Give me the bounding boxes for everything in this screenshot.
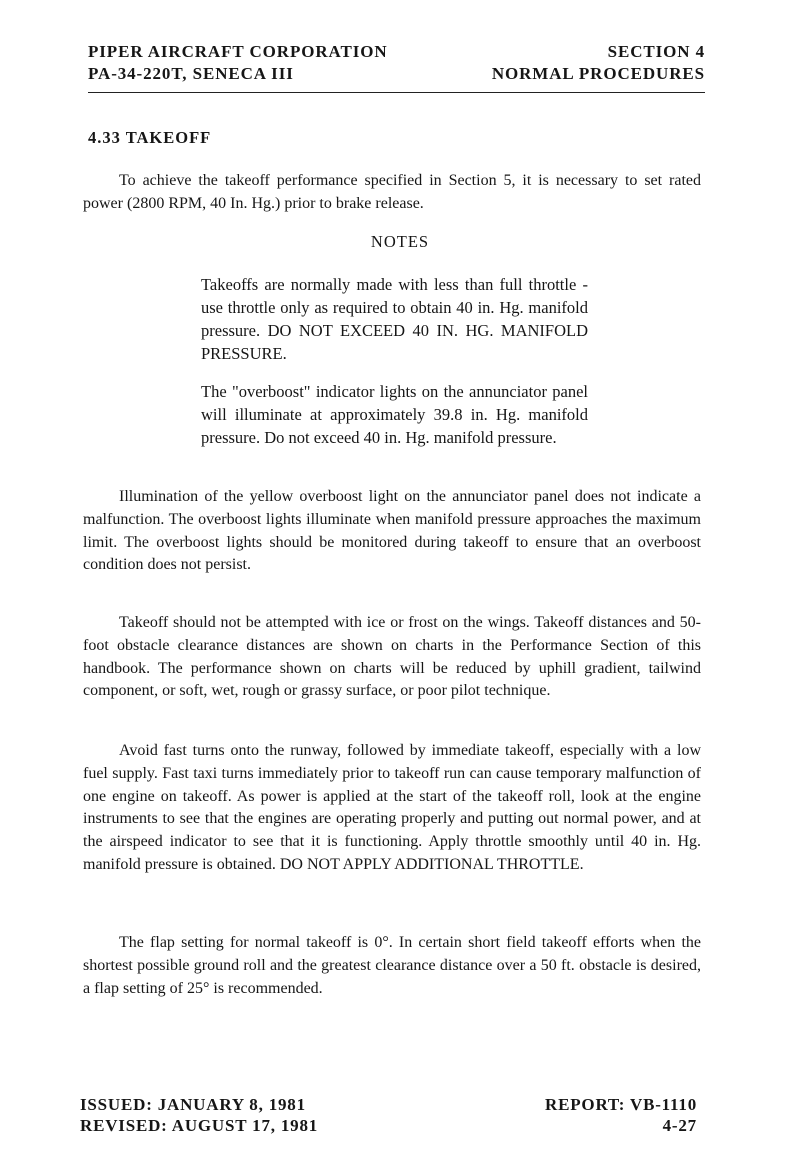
page-footer	[80, 1094, 697, 1136]
paragraph-ice	[83, 612, 701, 703]
header-section: SECTION 4	[607, 42, 705, 61]
paragraph-turns-text: Avoid fast turns onto the runway, followed by immediate takeoff, especially with a low fuel supply. Fast taxi turns immediately prior to takeoff run can cause temporary malfunction of one engine on takeoff. As power is applied at the start of the takeoff roll, look at the engine instruments to see that the engines are operating properly and putting out normal power, and at the airspeed indicator to see that it is functioning. Apply throttle smoothly until 40 in. Hg. manifold pressure is obtained. DO NOT APPLY ADDITIONAL THROTTLE.	[83, 742, 701, 873]
notes-heading: NOTES	[370, 232, 430, 251]
page-header	[88, 41, 705, 85]
paragraph-intro	[83, 170, 701, 216]
header-section-title: NORMAL PROCEDURES	[491, 64, 705, 83]
footer-page-number: 4-27	[662, 1116, 697, 1135]
paragraph-intro-text: To achieve the takeoff performance specified in Section 5, it is necessary to set rated power (2800 RPM, 40 In. Hg.) prior to brake release.	[83, 172, 701, 212]
footer-issued: ISSUED: JANUARY 8, 1981	[80, 1095, 306, 1114]
paragraph-flap-text: The flap setting for normal takeoff is 0°. In certain short field takeoff efforts when the shortest possible ground roll and the greatest clearance distance over a 50 ft. obstacle is desired, a flap setting of 25° is recommended.	[83, 934, 701, 997]
footer-report: REPORT: VB-1110	[545, 1095, 697, 1114]
header-company: PIPER AIRCRAFT CORPORATION	[88, 42, 388, 61]
section-title: 4.33 TAKEOFF	[88, 128, 212, 147]
paragraph-turns	[83, 740, 701, 877]
paragraph-ice-text: Takeoff should not be attempted with ice or frost on the wings. Takeoff distances and 50-foot obstacle clearance distances are shown on charts in the Performance Section of this handbook. The performance shown on charts will be reduced by uphill gradient, tailwind component, or soft, wet, rough or grassy surface, or poor pilot technique.	[83, 614, 701, 700]
header-model: PA-34-220T, SENECA III	[88, 64, 294, 83]
paragraph-flap	[83, 932, 701, 1000]
note-throttle: Takeoffs are normally made with less than full throttle - use throttle only as required to obtain 40 in. Hg. manifold pressure. DO NOT EXCEED 40 IN. HG. MANIFOLD PRESSURE.	[201, 275, 588, 363]
footer-revised: REVISED: AUGUST 17, 1981	[80, 1116, 319, 1135]
paragraph-overboost-text: Illumination of the yellow overboost light on the annunciator panel does not indicate a malfunction. The overboost lights illuminate when manifold pressure approaches the maximum limit. The overboost lights should be monitored during takeoff to ensure that an overboost condition does not persist.	[83, 488, 701, 574]
paragraph-overboost	[83, 486, 701, 577]
note-overboost-indicator: The "overboost" indicator lights on the annunciator panel will illuminate at approximately 39.8 in. Hg. manifold pressure. Do not exceed 40 in. Hg. manifold pressure.	[201, 382, 588, 447]
header-divider	[88, 92, 705, 93]
